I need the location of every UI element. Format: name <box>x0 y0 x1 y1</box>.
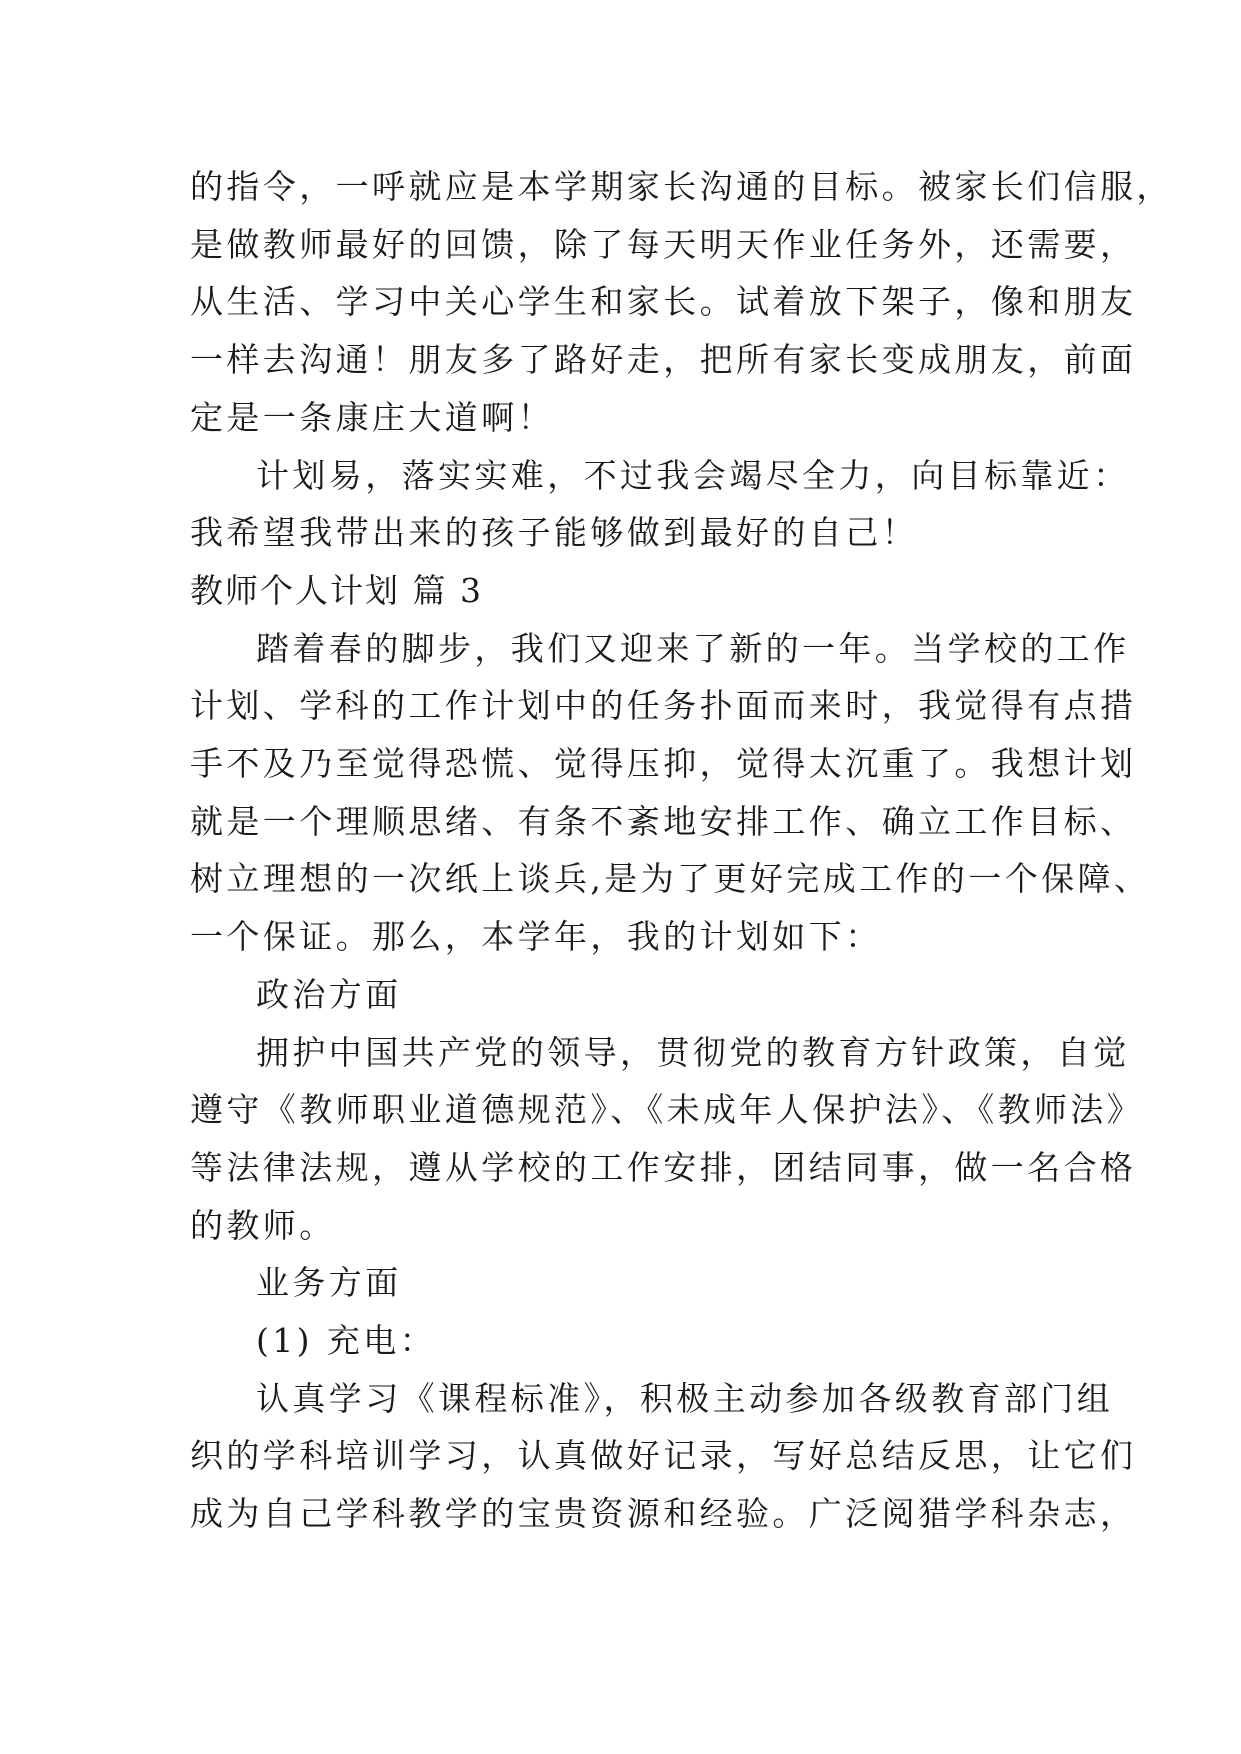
paragraph-line: 踏着春的脚步，我们又迎来了新的一年。当学校的工作 <box>256 629 1130 668</box>
paragraph-line: 拥护中国共产党的领导，贯彻党的教育方针政策，自觉 <box>256 1033 1130 1072</box>
subsection-heading: 政治方面 <box>256 975 402 1014</box>
paragraph-line: 的指令，一呼就应是本学期家长沟通的目标。被家长们信服， <box>190 167 1173 206</box>
paragraph-line: 一个保证。那么，本学年，我的计划如下： <box>190 917 882 956</box>
paragraph-line: 定是一条康庄大道啊！ <box>190 398 554 437</box>
paragraph-line: 一样去沟通！朋友多了路好走，把所有家长变成朋友，前面 <box>190 340 1137 379</box>
paragraph-line: 的教师。 <box>190 1206 336 1245</box>
paragraph-line: 是做教师最好的回馈，除了每天明天作业任务外，还需要， <box>190 225 1137 264</box>
paragraph-line: 织的学科培训学习，认真做好记录，写好总结反思，让它们 <box>190 1436 1137 1475</box>
list-item-label: (1) 充电： <box>256 1321 437 1360</box>
section-heading: 教师个人计划 篇 3 <box>190 571 483 610</box>
paragraph-line: 树立理想的一次纸上谈兵,是为了更好完成工作的一个保障、 <box>190 859 1151 898</box>
subsection-heading: 业务方面 <box>256 1263 402 1302</box>
paragraph-line: 手不及乃至觉得恐慌、觉得压抑，觉得太沉重了。我想计划 <box>190 744 1137 783</box>
paragraph-line: 从生活、学习中关心学生和家长。试着放下架子，像和朋友 <box>190 282 1137 321</box>
paragraph-line: 认真学习《课程标准》，积极主动参加各级教育部门组 <box>256 1379 1114 1418</box>
paragraph-line: 计划易，落实实难，不过我会竭尽全力，向目标靠近： <box>256 456 1130 495</box>
paragraph-line: 成为自己学科教学的宝贵资源和经验。广泛阅猎学科杂志， <box>190 1494 1137 1533</box>
paragraph-line: 我希望我带出来的孩子能够做到最好的自己！ <box>190 513 918 552</box>
paragraph-line: 遵守《教师职业道德规范》、《未成年人保护法》、《教师法》 <box>190 1090 1144 1129</box>
paragraph-line: 计划、学科的工作计划中的任务扑面而来时，我觉得有点措 <box>190 686 1137 725</box>
paragraph-line: 等法律法规，遵从学校的工作安排，团结同事，做一名合格 <box>190 1148 1137 1187</box>
paragraph-line: 就是一个理顺思绪、有条不紊地安排工作、确立工作目标、 <box>190 802 1137 841</box>
